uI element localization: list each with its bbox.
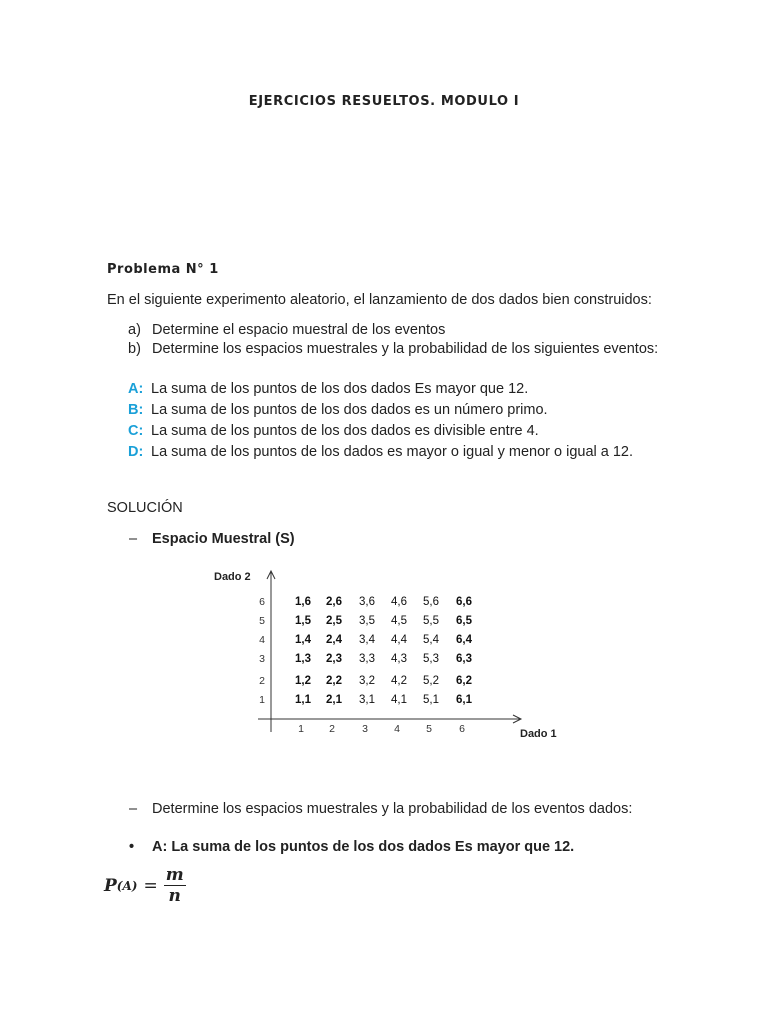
event-letter: B:: [128, 402, 144, 418]
grid-cell: 6,3: [456, 653, 472, 665]
event-letter: D:: [128, 444, 144, 460]
problem-intro: En el siguiente experimento aleatorio, el lanzamiento de dos dados bien construidos:: [107, 292, 652, 308]
event-item: [128, 442, 633, 463]
formula-denominator: n: [168, 886, 181, 906]
grid-cell: 3,2: [359, 675, 375, 687]
x-tick-label: 5: [426, 723, 432, 735]
formula-numerator: m: [165, 865, 184, 885]
event-list: [128, 379, 633, 463]
solution-heading: SOLUCIÓN: [107, 500, 183, 516]
grid-cell: 4,1: [391, 694, 407, 706]
grid-cell: 6,6: [456, 596, 472, 608]
grid-cell: 4,2: [391, 675, 407, 687]
grid-cell: 1,1: [295, 694, 311, 706]
grid-cell: 5,3: [423, 653, 439, 665]
grid-cell: 2,1: [326, 694, 342, 706]
list-item: [128, 340, 658, 359]
formula-subscript: (A): [116, 879, 138, 893]
y-axis-label: Dado 2: [214, 571, 251, 583]
grid-cell: 4,6: [391, 596, 407, 608]
grid-cell: 6,2: [456, 675, 472, 687]
y-tick-label: 2: [259, 675, 265, 687]
x-tick-label: 6: [459, 723, 465, 735]
grid-cell: 2,4: [326, 634, 342, 646]
bullet-item: [129, 839, 574, 855]
grid-cell: 6,5: [456, 615, 472, 627]
grid-cell: 1,3: [295, 653, 311, 665]
grid-cell: 3,3: [359, 653, 375, 665]
y-tick-label: 4: [259, 634, 265, 646]
grid-cell: 3,4: [359, 634, 375, 646]
dash-item: [129, 531, 295, 547]
grid-cell: 6,1: [456, 694, 472, 706]
event-letter: C:: [128, 423, 144, 439]
grid-cell: 5,1: [423, 694, 439, 706]
x-tick-label: 2: [329, 723, 335, 735]
dash-marker: –: [129, 801, 138, 817]
y-tick-label: 3: [259, 653, 265, 665]
list-text: Determine el espacio muestral de los eventos: [152, 322, 446, 338]
formula-fraction: [164, 866, 186, 906]
grid-cell: 2,5: [326, 615, 342, 627]
sample-space-chart: [200, 560, 580, 750]
dash-marker: –: [129, 531, 138, 547]
grid-cell: 5,4: [423, 634, 439, 646]
event-item: [128, 400, 633, 421]
grid-cell: 1,2: [295, 675, 311, 687]
grid-cell: 4,4: [391, 634, 407, 646]
list-marker: b): [128, 341, 141, 357]
x-tick-label: 3: [362, 723, 368, 735]
y-tick-label: 1: [259, 694, 265, 706]
grid-cell: 5,6: [423, 596, 439, 608]
event-text: La suma de los puntos de los dos dados es divisible entre 4.: [151, 423, 539, 439]
formula-p: P: [104, 876, 117, 896]
grid-cell: 2,2: [326, 675, 342, 687]
grid-cell: 4,5: [391, 615, 407, 627]
event-text: La suma de los puntos de los dos dados es un número primo.: [151, 402, 548, 418]
instruction-text: Determine los espacios muestrales y la probabilidad de los eventos dados:: [152, 801, 633, 817]
y-tick-label: 5: [259, 615, 265, 627]
list-marker: a): [128, 322, 141, 338]
probability-formula: [104, 866, 186, 906]
event-letter: A:: [128, 381, 144, 397]
grid-cell: 5,2: [423, 675, 439, 687]
sample-space-label: Espacio Muestral (S): [152, 531, 295, 547]
list-item: [128, 321, 658, 340]
x-axis-label: Dado 1: [520, 728, 557, 740]
y-tick-label: 6: [259, 596, 265, 608]
x-tick-label: 4: [394, 723, 400, 735]
grid-cell: 4,3: [391, 653, 407, 665]
dash-item: [129, 801, 632, 817]
list-text: Determine los espacios muestrales y la probabilidad de los siguientes eventos:: [152, 341, 659, 357]
formula-equals: =: [143, 876, 158, 896]
grid-cell: 1,4: [295, 634, 311, 646]
event-text: La suma de los puntos de los dos dados Es mayor que 12.: [151, 381, 529, 397]
bullet-marker: •: [129, 839, 135, 855]
grid-cell: 3,5: [359, 615, 375, 627]
event-text: La suma de los puntos de los dados es mayor o igual y menor o igual a 12.: [151, 444, 634, 460]
x-tick-label: 1: [298, 723, 304, 735]
grid-cell: 3,6: [359, 596, 375, 608]
problem-heading: Problema N° 1: [107, 262, 219, 277]
event-item: [128, 421, 633, 442]
bullet-text: A: La suma de los puntos de los dos dados Es mayor que 12.: [152, 839, 575, 855]
task-list: [128, 321, 658, 359]
page-title: EJERCICIOS RESUELTOS. MODULO I: [248, 94, 520, 109]
grid-cell: 1,5: [295, 615, 311, 627]
event-item: [128, 379, 633, 400]
grid-cell: 2,6: [326, 596, 342, 608]
grid-cell: 1,6: [295, 596, 311, 608]
grid-cell: 6,4: [456, 634, 472, 646]
grid-cell: 5,5: [423, 615, 439, 627]
grid-cell: 2,3: [326, 653, 342, 665]
grid-cell: 3,1: [359, 694, 375, 706]
